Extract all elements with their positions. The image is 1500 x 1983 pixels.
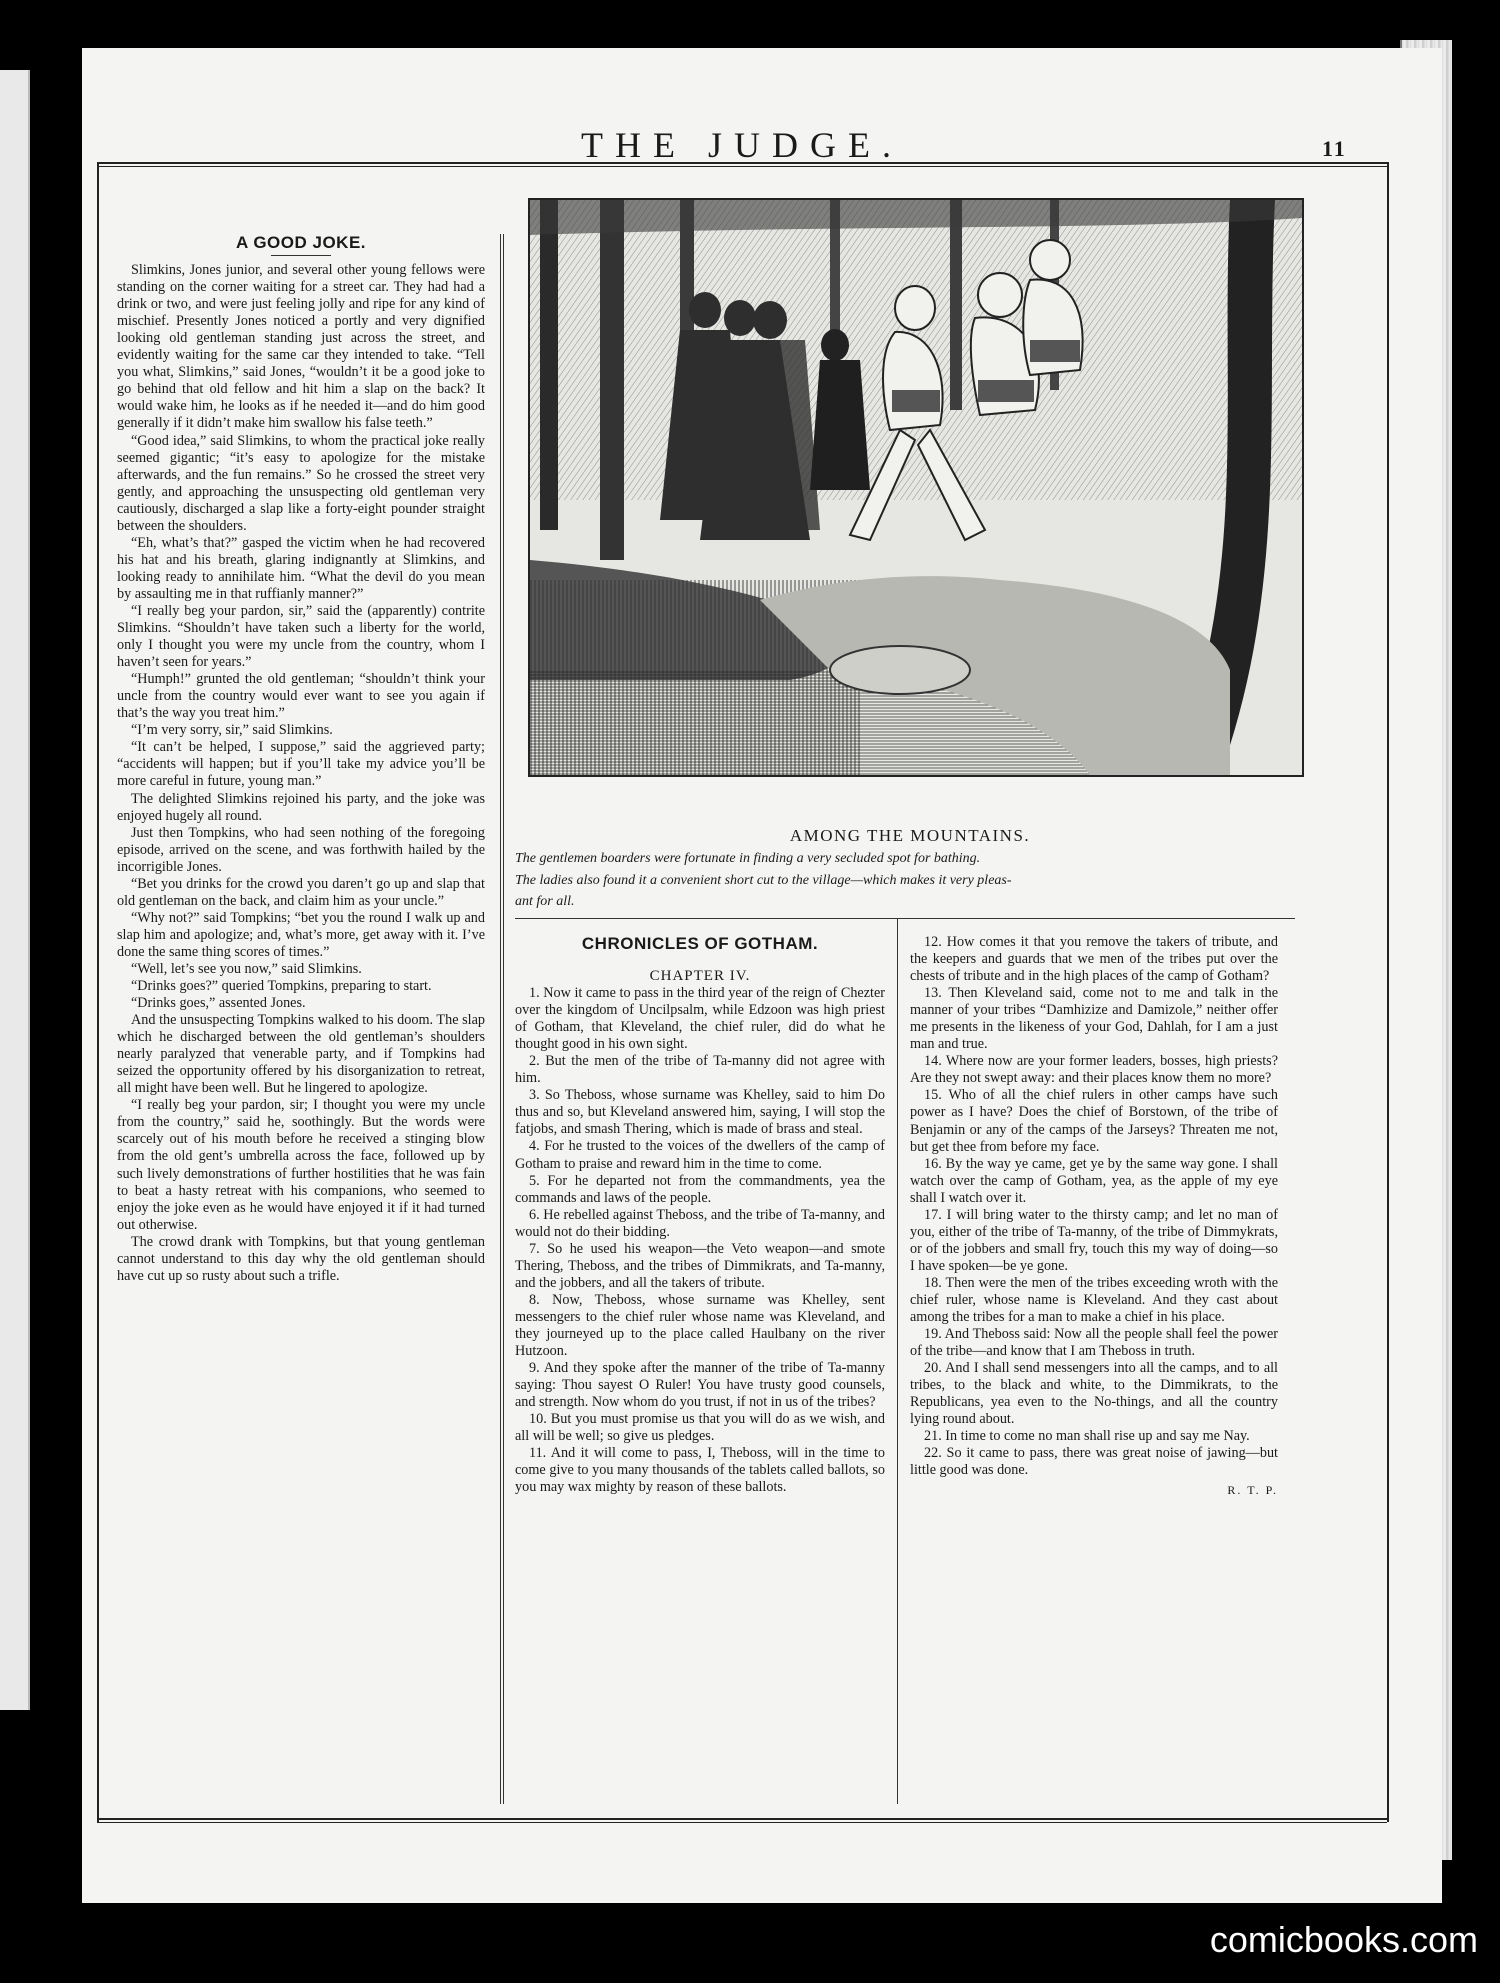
paragraph: “Drinks goes?” queried Tompkins, preparing to start. [131,978,432,995]
verse: 7. So he used his weapon—the Veto weapon—and smote Thering, Theboss, and the tribes of Dimmikrats, and Ta-manny, and the jobbers, and all the takers of tribute. [515,1240,885,1291]
frame-rule-left [97,162,99,1822]
article-chronicles-column-a [515,966,885,1496]
verse: 8. Now, Theboss, whose surname was Khelley, sent messengers to the chief ruler whose name was Kleveland, and they journeyed up to the place called Haulbany on the river Hutzoon. [515,1291,885,1360]
paragraph: “It can’t be helped, I suppose,” said the aggrieved party; “accidents will happen; but if you’ll take my advice you’ll be more careful in future, young man.” [117,739,485,790]
paragraph: Slimkins, Jones junior, and several other young fellows were standing on the corner waiting for a street car. They had had a drink or two, and were just feeling jolly and ripe for any kind of mischief. Presently Jones noticed a portly and very dignified looking old gentleman standing just across the street, and evidently waiting for the same car they intended to take. “Tell you what, Slimkins,” said Jones, “wouldn’t it be a good joke to go behind that old fellow and hit him a slap on the back? It would wake him, he looks as if he needed it—and do him good generally if it didn’t make him swallow his false teeth.” [117,262,485,432]
frame-rule-bottom [97,1818,1387,1820]
verse: 4. For he trusted to the voices of the dwellers of the camp of Gotham to praise and reward him in the time to come. [515,1138,885,1172]
paragraph: And the unsuspecting Tompkins walked to his doom. The slap which he discharged between the old gentleman’s shoulders nearly paralyzed that venerable party, and if Tompkins had seized the opportunity offered by his disorganization to retreat, all might have been well. But he lingered to apologize. [117,1012,485,1097]
verse: 13. Then Kleveland said, come not to me and talk in the manner of your tribes “Damhizize and Damizole,” neither offer me presents in the likeness of your God, Dahlah, for I am a just man and true. [910,985,1278,1053]
verse: 5. For he departed not from the commandments, yea the commands and laws of the people. [515,1172,885,1206]
column-divider [500,234,501,1804]
paragraph: “Drinks goes,” assented Jones. [131,995,306,1012]
frame-rule-top-inner [97,166,1387,167]
paragraph: The crowd drank with Tompkins, but that young gentleman cannot understand to this day why the old gentleman should have cut up so rusty about such a trifle. [117,1233,485,1284]
paragraph: Just then Tompkins, who had seen nothing of the foregoing episode, arrived on the scene, and was forthwith hailed by the incorrigible Jones. [117,824,485,875]
verse: 18. Then were the men of the tribes exceeding wroth with the chief ruler, whose name is Kleveland. And they cast about among the tribes for a man to make a chief in his place. [910,1274,1278,1326]
frame-rule-right [1387,162,1389,1822]
paragraph: “Well, let’s see you now,” said Slimkins. [131,960,362,977]
chapter-heading: CHAPTER IV. [649,968,751,984]
illustration-caption-line: The gentlemen boarders were fortunate in finding a very secluded spot for bathing. [515,851,981,866]
article-title: CHRONICLES OF GOTHAM. [581,934,819,953]
paragraph: “Why not?” said Tompkins; “bet you the round I walk up and slap him and apologize; and, what’s more, get away with it. I’ve done the same thing scores of times.” [117,909,485,960]
paragraph: “Bet you drinks for the crowd you daren’t go up and slap that old gentleman on the back, and claim him as your uncle.” [117,875,485,909]
verse: 11. And it will come to pass, I, Theboss, will in the time to come give to you many thousands of the tablets called ballots, so you may wax mighty by reason of these ballots. [515,1445,885,1496]
verse: 3. So Theboss, whose surname was Khelley, said to him Do thus and so, but Kleveland answered him, saying, I will stop the fatjobs, and smash Thering, which is made of brass and steal. [515,1087,885,1138]
verse: 22. So it came to pass, there was great noise of jawing—but little good was done. [910,1445,1278,1479]
paragraph: The delighted Slimkins rejoined his party, and the joke was enjoyed hugely all round. [117,790,485,824]
engraving-illustration [528,198,1304,777]
frame-rule-top [97,162,1387,164]
newspaper-page [82,48,1442,1903]
illustration-caption-line: The ladies also found it a convenient short cut to the village—which makes it very pleas- [515,873,1012,888]
engraving-drawing [530,200,1302,775]
column-divider [897,918,898,1804]
watermark-text: comicbooks.com [1209,1919,1478,1960]
article-chronicles-header [515,934,885,958]
frame-rule-bottom-inner [97,1822,1387,1823]
verse: 20. And I shall send messengers into all the camps, and to all tribes, to the black and white, to the Dimmikrats, to the Republicans, yea even to the No-things, and all the country lying round about. [910,1360,1278,1428]
page-number: 11 [1322,136,1347,161]
verse: 16. By the way ye came, get ye by the same way gone. I shall watch over the camp of Gotham, yea, as the apple of my eye shall I watch over it. [910,1155,1278,1206]
verse: 17. I will bring water to the thirsty camp; and let no man of you, either of the tribe of Ta-manny, of the tribe of Dimmykrats, or of the jobbers and small fry, touch this my way of doing—so I have spoken—be ye gone. [910,1206,1278,1274]
paragraph: “Eh, what’s that?” gasped the victim when he had recovered his hat and his breath, glaring indignantly at Slimkins, and looking ready to annihilate him. “What the devil do you mean by assaulting me in that ruffianly manner?” [117,534,485,602]
verse: 21. In time to come no man shall rise up and say me Nay. [924,1428,1250,1445]
article-body [117,262,485,1285]
article-chronicles-column-b [910,934,1278,1499]
paragraph: “Humph!” grunted the old gentleman; “shouldn’t think your uncle from the country would ever want to see you again if that’s the way you treat him.” [117,671,485,722]
article-a-good-joke [117,234,485,1285]
illustration-caption-title: AMONG THE MOUNTAINS. [789,826,1031,845]
paragraph: “I really beg your pardon, sir; I thought you were my uncle from the country,” said he, soothingly. But the words were scarcely out of his mouth before he received a stinging blow from the old gent’s umbrella across the face, followed up by such lively demonstrations of further hostilities that he was fain to beat a hasty retreat with his companions, who seemed to enjoy the joke even as he would have enjoyed it if it had turned out otherwise. [117,1097,485,1233]
masthead-title: THE JUDGE. [581,125,903,165]
scan-left-edge [0,70,30,1710]
verse: 15. Who of all the chief rulers in other camps have such power as I have? Does the chief of Borstown, of the tribe of Benjamin or any of the camps of the Jarseys? Threaten me not, but get thee from before my face. [910,1087,1278,1155]
caption-rule [515,918,1295,919]
verse: 10. But you must promise us that you will do as we wish, and all will be well; so give us pledges. [515,1411,885,1445]
title-rule [271,255,331,256]
verse: 19. And Theboss said: Now all the people shall feel the power of the tribe—and know that I am Theboss in truth. [910,1326,1278,1360]
paragraph: “I’m very sorry, sir,” said Slimkins. [131,722,333,739]
verse: 14. Where now are your former leaders, bosses, high priests? Are they not swept away: and their places know them no more? [910,1053,1278,1087]
verse: 6. He rebelled against Theboss, and the tribe of Ta-manny, and would not do their bidding. [515,1206,885,1240]
paragraph: “I really beg your pardon, sir,” said the (apparently) contrite Slimkins. “Shouldn’t have taken such a liberty for the world, only I thought you were my uncle from the country, whom I haven’t seen for years.” [117,602,485,671]
verse: 12. How comes it that you remove the takers of tribute, and the keepers and guards that we men of the tribes put over the chests of tribute and in the high places of the camp of Gotham? [910,934,1278,985]
verse: 9. And they spoke after the manner of the tribe of Ta-manny saying: Thou sayest O Ruler! You have trusty good counsels, and strength. Now whom do you trust, if not in us of the tribes? [515,1360,885,1411]
verse: 1. Now it came to pass in the third year of the reign of Chezter over the kingdom of Uncilpsalm, while Edzoon was high priest of Gotham, that Kleveland, the chief ruler, did do what he thought good in his own sight. [515,985,885,1053]
column-divider [503,234,504,1804]
illustration-caption-line: ant for all. [515,894,575,909]
article-title: A GOOD JOKE. [235,233,367,252]
author-signature: R. T. P. [1227,1482,1278,1497]
verse: 2. But the men of the tribe of Ta-manny did not agree with him. [515,1053,885,1087]
paragraph: “Good idea,” said Slimkins, to whom the practical joke really seemed gigantic; “it’s easy to apologize for the mistake afterwards, and the fun remains.” So he crossed the street very gently, and approaching the unsuspecting old gentleman very cautiously, discharged a slap like a forty-eight pounder straight between the shoulders. [117,432,485,534]
